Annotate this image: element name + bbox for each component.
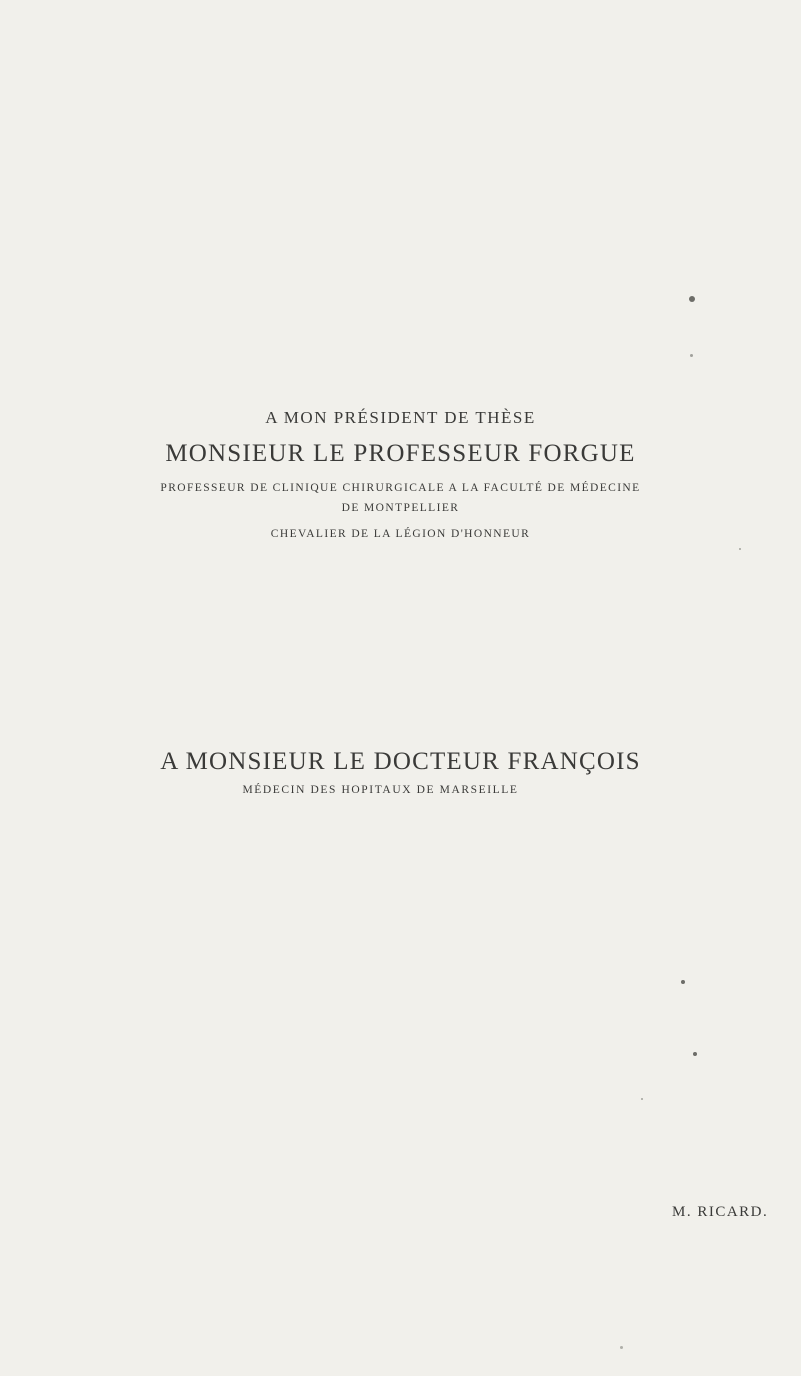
paper-speck	[620, 1346, 623, 1349]
honoree-honor: CHEVALIER DE LA LÉGION D'HONNEUR	[270, 528, 531, 540]
paper-speck	[681, 980, 685, 984]
honoree-title: PROFESSEUR DE CLINIQUE CHIRURGICALE A LA FACULTÉ DE MÉDECINE	[160, 482, 641, 494]
paper-speck	[689, 296, 695, 302]
paper-speck	[739, 548, 741, 550]
honoree-name: MONSIEUR LE PROFESSEUR FORGUE	[165, 440, 636, 467]
dedication-heading: A MON PRÉSIDENT DE THÈSE	[265, 408, 536, 427]
paper-speck	[693, 1052, 697, 1056]
paper-speck	[690, 354, 693, 357]
author-signature: M. RICARD.	[672, 1204, 769, 1220]
second-dedication-name: A MONSIEUR LE DOCTEUR FRANÇOIS	[160, 748, 641, 775]
paper-speck	[641, 1098, 643, 1100]
honoree-city: DE MONTPELLIER	[341, 502, 460, 514]
second-dedication-title: MÉDECIN DES HOPITAUX DE MARSEILLE	[242, 784, 519, 796]
